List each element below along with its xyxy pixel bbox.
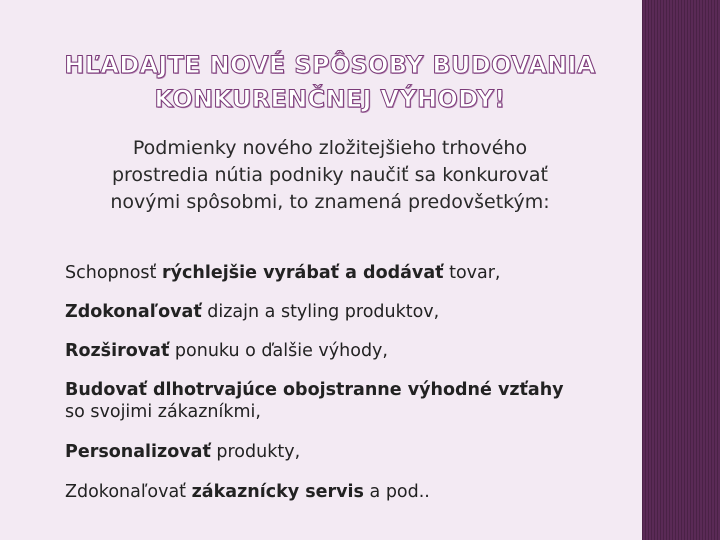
item-bold-text: Budovať dlhotrvajúce obojstranne výhodné vzťahy [65,380,564,400]
title-line-1: HĽADAJTE NOVÉ SPÔSOBY BUDOVANIA [64,51,596,79]
item-text: Zdokonaľovať [65,482,192,502]
item-text: dizajn a styling produktov, [201,302,440,322]
item-bold-text: Rozširovať [65,341,170,361]
item-text: so svojimi zákazníkmi, [65,402,261,422]
list-item [50,379,625,423]
list-item [50,262,625,284]
item-text: Schopnosť [65,263,162,283]
item-text: tovar, [443,263,501,283]
title-line-2: KONKURENČNEJ VÝHODY! [154,85,506,113]
item-bold-text: Zdokonaľovať [65,302,202,322]
intro-line-1: Podmienky nového zložitejšieho trhového [132,137,528,159]
item-text: ponuku o ďalšie výhody, [169,341,388,361]
item-text: a pod.. [363,482,430,502]
item-bold-text: rýchlejšie vyrábať a dodávať [161,263,444,283]
decorative-sidebar [642,0,720,540]
intro-paragraph [70,135,590,216]
slide-title [40,48,620,116]
list-item [50,301,625,323]
item-bold-text: zákaznícky servis [191,482,364,502]
intro-line-2: prostredia nútia podniky naučiť sa konkurovať [111,164,549,186]
list-item [50,340,625,362]
item-bold-text: Personalizovať [65,442,211,462]
list-item [50,441,625,463]
intro-line-3: novými spôsobmi, to znamená predovšetkým: [110,191,550,213]
item-text: produkty, [210,442,301,462]
bullet-list [50,250,625,503]
list-item [50,481,625,503]
